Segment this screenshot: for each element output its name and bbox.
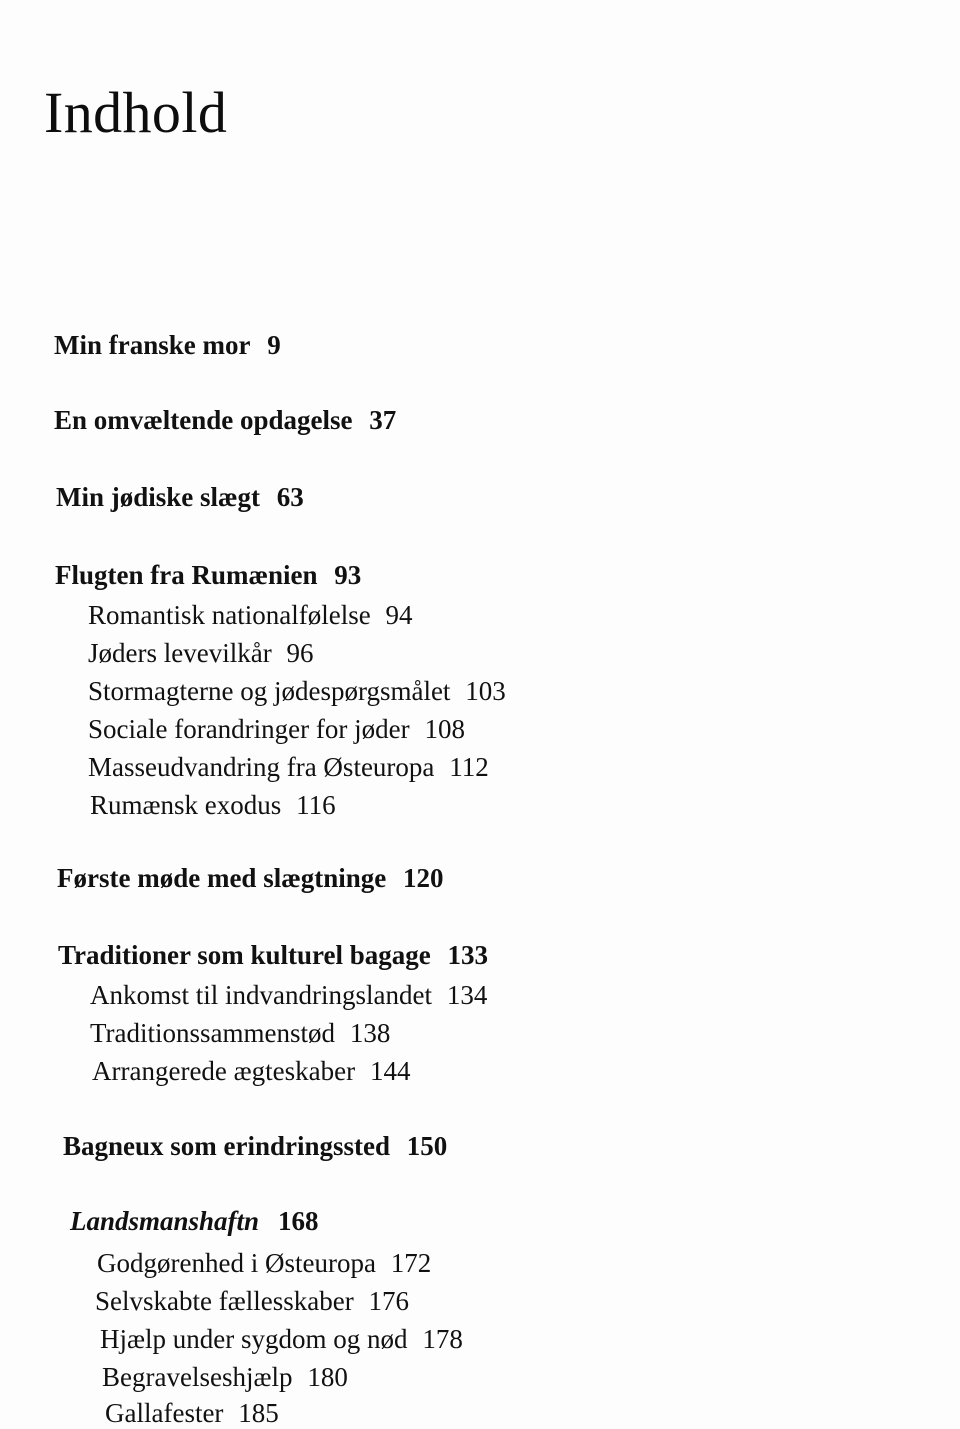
toc-entry[interactable] bbox=[0, 602, 413, 629]
toc-entry-label: Arrangerede ægteskaber bbox=[92, 1056, 356, 1086]
toc-entry-label: Flugten fra Rumænien bbox=[55, 560, 318, 590]
toc-entry-label: Min franske mor bbox=[54, 330, 251, 360]
toc-entry[interactable] bbox=[0, 754, 489, 781]
toc-entry-label: Min jødiske slægt bbox=[56, 482, 261, 512]
toc-entry[interactable] bbox=[0, 1364, 348, 1391]
toc-entry[interactable] bbox=[0, 332, 281, 359]
toc-entry-label: Første møde med slægtninge bbox=[57, 863, 387, 893]
toc-entry-label: Selvskabte fællesskaber bbox=[95, 1286, 354, 1316]
toc-entry-page-number: 138 bbox=[349, 1018, 391, 1048]
toc-entry-page-number: 172 bbox=[390, 1248, 432, 1278]
toc-entry[interactable] bbox=[0, 1208, 318, 1235]
page-title: Indhold bbox=[44, 79, 228, 145]
toc-entry[interactable] bbox=[0, 1250, 431, 1277]
toc-entry[interactable] bbox=[0, 792, 336, 819]
toc-entry-page-number: 37 bbox=[369, 405, 397, 435]
toc-entry-page-number: 96 bbox=[286, 638, 314, 668]
toc-entry-page-number: 108 bbox=[424, 714, 465, 744]
toc-entry[interactable] bbox=[0, 407, 396, 434]
toc-entry-page-number: 144 bbox=[369, 1056, 411, 1086]
toc-entry-page-number: 63 bbox=[276, 482, 304, 512]
toc-entry-page-number: 103 bbox=[465, 676, 506, 706]
toc-entry-label: Traditionssammenstød bbox=[90, 1018, 336, 1048]
toc-entry[interactable] bbox=[0, 1058, 410, 1085]
toc-entry-page-number: 176 bbox=[368, 1286, 410, 1316]
toc-entry[interactable] bbox=[0, 1288, 409, 1315]
toc-entry[interactable] bbox=[0, 1133, 447, 1160]
toc-entry[interactable] bbox=[0, 1326, 463, 1353]
toc-entry-page-number: 168 bbox=[277, 1206, 319, 1236]
toc-entry[interactable] bbox=[0, 484, 304, 511]
toc-entry-label: Godgørenhed i Østeuropa bbox=[97, 1248, 376, 1278]
toc-entry[interactable] bbox=[0, 562, 361, 589]
toc-entry-label: Jøders levevilkår bbox=[88, 638, 272, 668]
toc-entry-page-number: 112 bbox=[449, 752, 489, 782]
toc-entry[interactable] bbox=[0, 640, 314, 667]
toc-entry-label: Hjælp under sygdom og nød bbox=[100, 1324, 408, 1354]
toc-entry-label: Masseudvandring fra Østeuropa bbox=[88, 752, 435, 782]
toc-entry-label: Rumænsk exodus bbox=[90, 790, 282, 820]
toc-entry-page-number: 134 bbox=[446, 980, 488, 1010]
toc-entry-page-number: 120 bbox=[402, 863, 444, 893]
toc-entry-label: Traditioner som kulturel bagage bbox=[58, 940, 431, 970]
toc-entry[interactable] bbox=[0, 982, 487, 1009]
toc-entry-page-number: 93 bbox=[334, 560, 362, 590]
toc-entry-label: Sociale forandringer for jøder bbox=[88, 714, 410, 744]
toc-entry-label: Landsmanshaftn bbox=[70, 1206, 260, 1236]
toc-entry[interactable] bbox=[0, 942, 488, 969]
toc-entry[interactable] bbox=[0, 678, 506, 705]
toc-entry-page-number: 116 bbox=[296, 790, 336, 820]
toc-entry-label: Gallafester bbox=[105, 1398, 224, 1428]
toc-entry-page-number: 180 bbox=[307, 1362, 348, 1392]
toc-entry-label: Bagneux som erindringssted bbox=[63, 1131, 391, 1161]
toc-entry-page-number: 185 bbox=[238, 1398, 279, 1428]
toc-entry-page-number: 178 bbox=[422, 1324, 463, 1354]
toc-entry-page-number: 150 bbox=[406, 1131, 448, 1161]
toc-entry-page-number: 133 bbox=[447, 940, 489, 970]
toc-entry-label: Stormagterne og jødespørgsmålet bbox=[88, 676, 451, 706]
toc-entry-page-number: 9 bbox=[267, 330, 281, 360]
toc-entry-label: Ankomst til indvandringslandet bbox=[90, 980, 432, 1010]
toc-entry-page-number: 94 bbox=[385, 600, 413, 630]
toc-entry[interactable] bbox=[0, 1020, 390, 1047]
toc-entry[interactable] bbox=[0, 865, 443, 892]
toc-entry[interactable] bbox=[0, 1400, 279, 1427]
toc-entry-label: Begravelseshjælp bbox=[102, 1362, 293, 1392]
toc-entry-label: En omvæltende opdagelse bbox=[54, 405, 353, 435]
toc-entry[interactable] bbox=[0, 716, 465, 743]
toc-entry-label: Romantisk nationalfølelse bbox=[88, 600, 371, 630]
